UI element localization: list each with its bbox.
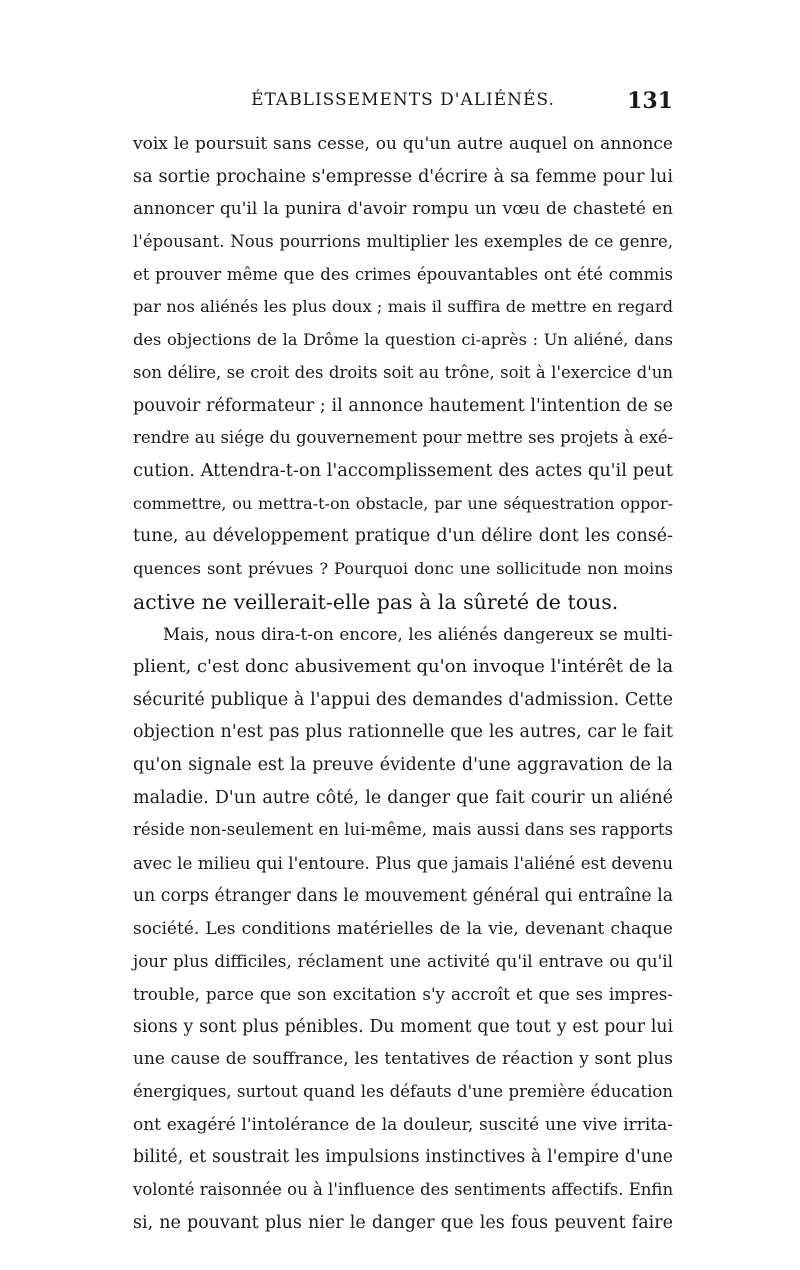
text-line: plient, c'est donc abusivement qu'on invoque l'intérêt de la — [133, 656, 674, 677]
text-line: volonté raisonnée ou à l'influence des sentiments affectifs. Enfin — [133, 1180, 674, 1199]
running-head — [133, 90, 673, 120]
text-line: sions y sont plus pénibles. Du moment que tout y est pour lui — [133, 1016, 673, 1037]
text-line: sa sortie prochaine s'empresse d'écrire à sa femme pour lui — [133, 166, 673, 187]
text-line: jour plus difficiles, réclament une activité qu'il entrave ou qu'il — [133, 951, 673, 972]
text-line: et prouver même que des crimes épouvantables ont été commis — [133, 264, 673, 284]
text-line: tune, au développement pratique d'un délire dont les consé- — [133, 526, 673, 547]
text-line: rendre au siége du gouvernement pour mettre ses projets à exé- — [133, 428, 674, 448]
text-line: une cause de souffrance, les tentatives de réaction y sont plus — [133, 1049, 673, 1070]
text-line: réside non-seulement en lui-même, mais aussi dans ses rapports — [133, 820, 674, 840]
text-line: maladie. D'un autre côté, le danger que fait courir un aliéné — [133, 787, 673, 808]
running-title: ÉTABLISSEMENTS D'ALIÉNÉS. — [251, 90, 555, 110]
text-line: ont exagéré l'intolérance de la douleur, suscité une vive irrita- — [133, 1114, 673, 1135]
body-text — [133, 128, 673, 1239]
text-line: son délire, se croit des droits soit au trône, soit à l'exercice d'un — [133, 362, 673, 382]
text-line: annoncer qu'il la punira d'avoir rompu un vœu de chasteté en — [133, 199, 673, 220]
text-line: commettre, ou mettra-t-on obstacle, par une séquestration oppor- — [133, 493, 673, 513]
text-line: des objections de la Drôme la question ci-après : Un aliéné, dans — [133, 330, 673, 350]
text-line: quences sont prévues ? Pourquoi donc une sollicitude non moins — [133, 558, 673, 578]
text-line: société. Les conditions matérielles de la vie, devenant chaque — [133, 918, 673, 939]
text-line: si, ne pouvant plus nier le danger que les fous peuvent faire — [133, 1212, 673, 1233]
text-line: trouble, parce que son excitation s'y accroît et que ses impres- — [133, 983, 673, 1004]
text-line: cution. Attendra-t-on l'accomplissement des actes qu'il peut — [133, 460, 673, 481]
paragraph-start-line: Mais, nous dira-t-on encore, les aliénés dangereux se multi- — [163, 624, 673, 645]
paragraph-end-line: active ne veillerait-elle pas à la sûreté de tous. — [133, 589, 619, 614]
text-line: par nos aliénés les plus doux ; mais il suffira de mettre en regard — [133, 297, 673, 317]
text-line: l'épousant. Nous pourrions multiplier les exemples de ce genre, — [133, 232, 673, 252]
text-line: objection n'est pas plus rationnelle que les autres, car le fait — [133, 722, 673, 743]
text-line: pouvoir réformateur ; il annonce hautement l'intention de se — [133, 395, 673, 416]
text-line: qu'on signale est la preuve évidente d'une aggravation de la — [133, 755, 673, 776]
text-line: sécurité publique à l'appui des demandes d'admission. Cette — [133, 689, 673, 710]
text-line: avec le milieu qui l'entoure. Plus que jamais l'aliéné est devenu — [133, 853, 673, 874]
text-line: voix le poursuit sans cesse, ou qu'un autre auquel on annonce — [133, 134, 673, 154]
text-line: bilité, et soustrait les impulsions instinctives à l'empire d'une — [133, 1147, 673, 1168]
text-line: énergiques, surtout quand les défauts d'une première éducation — [133, 1081, 673, 1101]
page-number: 131 — [627, 88, 673, 114]
text-line: un corps étranger dans le mouvement général qui entraîne la — [133, 885, 673, 906]
